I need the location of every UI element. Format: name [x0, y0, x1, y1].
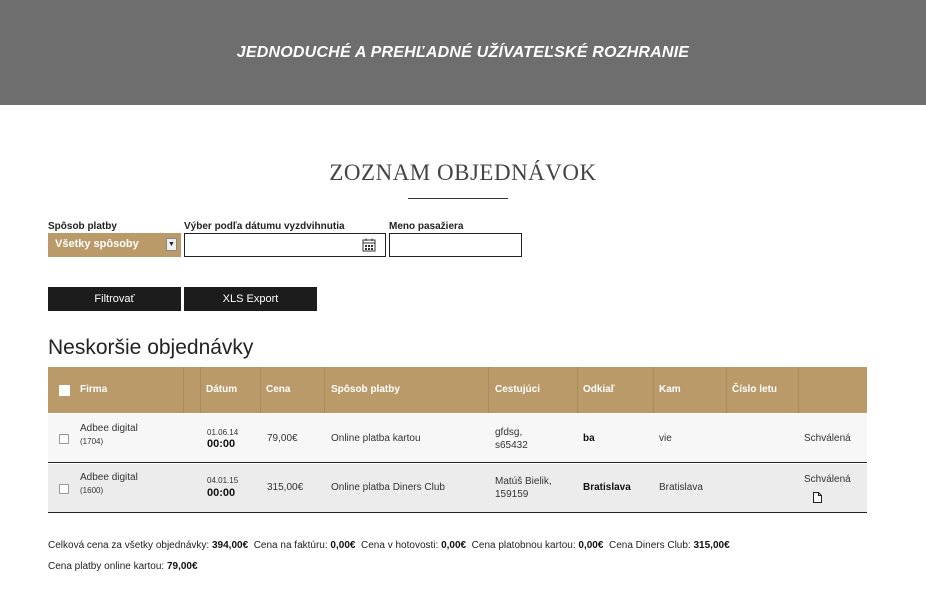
row-status: Schválená — [804, 433, 851, 444]
row-date: 01.06.14 — [207, 428, 239, 437]
column-header-from[interactable]: Odkiaľ — [583, 384, 615, 395]
pickup-date-input[interactable] — [184, 233, 386, 257]
row-traveler-id: s65432 — [495, 440, 528, 451]
chevron-down-icon[interactable]: ▼ — [166, 238, 177, 251]
total-invoice-label: Cena na faktúru: — [253, 540, 328, 551]
column-header-payment[interactable]: Spôsob platby — [331, 384, 400, 395]
table-row[interactable] — [48, 464, 867, 513]
select-all-checkbox[interactable] — [59, 385, 70, 396]
row-traveler-id: 159159 — [495, 489, 529, 500]
column-divider — [200, 367, 201, 413]
column-divider — [726, 367, 727, 413]
total-diners-value: 315,00€ — [693, 540, 730, 551]
column-divider — [260, 367, 261, 413]
row-date: 04.01.15 — [207, 476, 239, 485]
column-header-price[interactable]: Cena — [266, 384, 291, 395]
total-online-card-label: Cena platby online kartou: — [48, 561, 165, 572]
row-order-id: (1704) — [80, 437, 104, 446]
total-online-card-value: 79,00€ — [166, 561, 198, 572]
row-to: Bratislava — [659, 482, 703, 493]
row-price: 315,00€ — [267, 482, 304, 493]
xls-export-button[interactable]: XLS Export — [184, 287, 317, 311]
column-divider — [798, 367, 799, 413]
column-header-flight[interactable]: Číslo letu — [732, 384, 778, 395]
passenger-filter-label: Meno pasažiera — [389, 221, 464, 232]
column-divider — [324, 367, 325, 413]
row-from: Bratislava — [583, 482, 631, 493]
document-icon[interactable] — [813, 492, 822, 503]
filter-button[interactable]: Filtrovať — [48, 287, 181, 311]
calendar-icon[interactable] — [362, 238, 376, 252]
column-divider — [577, 367, 578, 413]
row-order-id: (1600) — [80, 486, 104, 495]
row-firm[interactable]: Adbee digital — [80, 423, 138, 434]
title-divider — [408, 198, 508, 199]
banner-title: JEDNODUCHÉ A PREHĽADNÉ UŽÍVATEĽSKÉ ROZHRANIE — [236, 44, 690, 61]
row-time: 00:00 — [207, 487, 236, 499]
row-time: 00:00 — [207, 438, 236, 450]
row-payment: Online platba Diners Club — [331, 482, 445, 493]
orders-section-title: Neskoršie objednávky — [48, 336, 254, 359]
totals-line-1 — [48, 540, 730, 551]
total-invoice-value: 0,00€ — [330, 540, 356, 551]
row-traveler: Matúš Bielik, — [495, 476, 552, 487]
total-all-label: Celková cena za všetky objednávky: — [48, 540, 210, 551]
row-payment: Online platba kartou — [331, 433, 421, 444]
row-from: ba — [583, 433, 595, 444]
payment-filter-label: Spôsob platby — [48, 221, 117, 232]
total-diners-label: Cena Diners Club: — [609, 540, 691, 551]
column-header-firm[interactable]: Firma — [80, 384, 108, 395]
total-all-value: 394,00€ — [211, 540, 249, 551]
total-card-label: Cena platobnou kartou: — [471, 540, 576, 551]
column-header-date[interactable]: Dátum — [206, 384, 238, 395]
page-title: ZOZNAM OBJEDNÁVOK — [329, 160, 597, 185]
column-divider — [488, 367, 489, 413]
row-price: 79,00€ — [267, 433, 298, 444]
row-traveler: gfdsg, — [495, 427, 523, 438]
row-checkbox[interactable] — [59, 434, 69, 444]
total-card-value: 0,00€ — [578, 540, 604, 551]
total-cash-label: Cena v hotovosti: — [361, 540, 439, 551]
payment-method-selected: Všetky spôsoby — [55, 238, 139, 250]
column-header-to[interactable]: Kam — [659, 384, 681, 395]
total-cash-value: 0,00€ — [441, 540, 467, 551]
totals-line-2 — [48, 561, 198, 572]
date-filter-label: Výber podľa dátumu vyzdvihnutia — [184, 221, 345, 232]
orders-table-header — [48, 367, 867, 413]
row-status: Schválená — [804, 474, 851, 485]
row-to: vie — [659, 433, 672, 444]
table-row[interactable] — [48, 414, 867, 463]
column-divider — [653, 367, 654, 413]
payment-method-select[interactable] — [48, 233, 181, 257]
column-divider — [183, 367, 184, 413]
row-checkbox[interactable] — [59, 484, 69, 494]
hero-banner — [0, 0, 926, 105]
column-header-traveler[interactable]: Cestujúci — [495, 384, 541, 395]
row-firm[interactable]: Adbee digital — [80, 472, 138, 483]
passenger-name-input[interactable] — [389, 233, 522, 257]
